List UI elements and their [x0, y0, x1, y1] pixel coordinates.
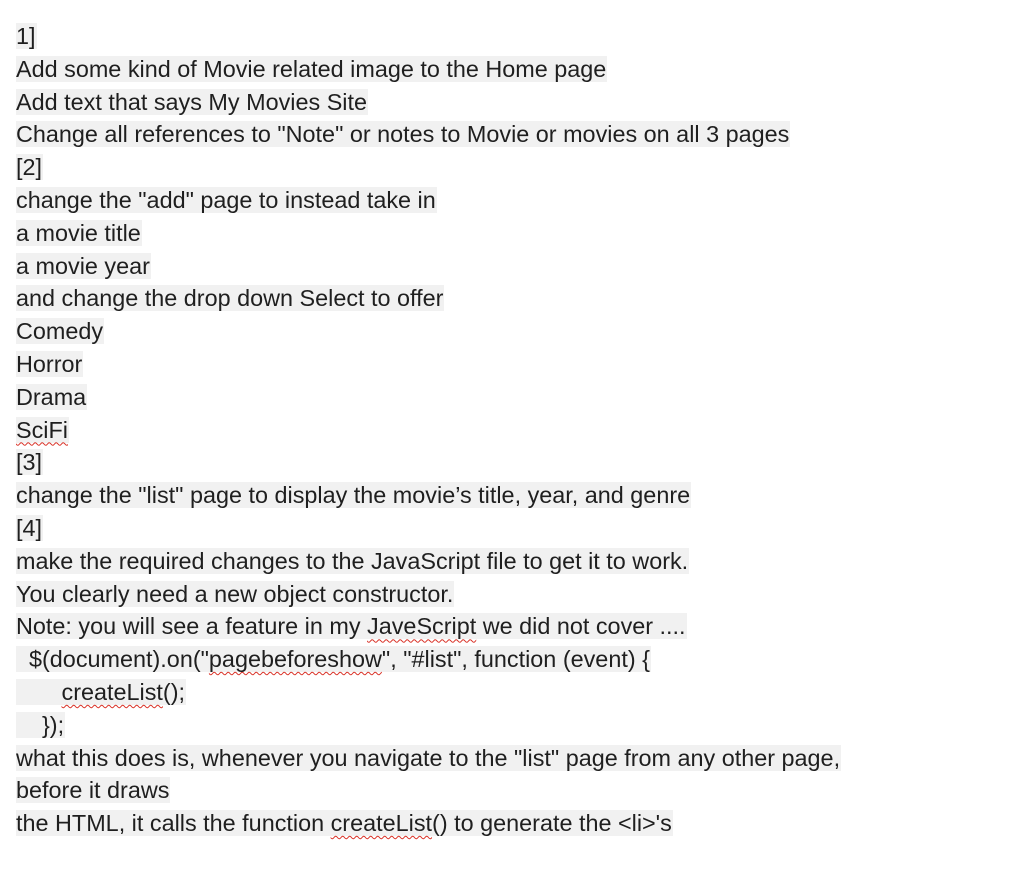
document-line — [16, 479, 1016, 512]
line-highlight — [16, 548, 689, 574]
line-highlight — [16, 449, 43, 475]
line-highlight — [16, 745, 841, 771]
text-segment: the HTML, it calls the function — [16, 810, 331, 837]
document-line — [16, 53, 1016, 86]
line-highlight — [16, 417, 69, 443]
text-segment: }); — [16, 711, 65, 738]
document-line — [16, 315, 1016, 348]
document-line — [16, 643, 1016, 676]
document-line — [16, 381, 1016, 414]
line-highlight — [16, 777, 170, 803]
line-highlight — [16, 810, 673, 836]
text-segment: Horror — [16, 350, 83, 377]
line-highlight — [16, 253, 151, 279]
text-segment: a movie year — [16, 252, 150, 279]
text-segment: we did not cover .... — [476, 613, 686, 640]
text-segment: a movie title — [16, 219, 141, 246]
line-highlight — [16, 646, 651, 672]
line-highlight — [16, 712, 65, 738]
text-segment: ", "#list", function (event) { — [381, 646, 650, 673]
line-highlight — [16, 679, 186, 705]
misspelled-word: SciFi — [16, 416, 68, 443]
text-segment: Drama — [16, 383, 87, 410]
line-highlight — [16, 23, 37, 49]
text-segment: and change the drop down Select to offer — [16, 285, 444, 312]
misspelled-word: createList — [61, 678, 163, 705]
document-line — [16, 20, 1016, 53]
document-line — [16, 610, 1016, 643]
line-highlight — [16, 187, 437, 213]
document-line — [16, 545, 1016, 578]
document-line — [16, 217, 1016, 250]
text-segment: before it draws — [16, 777, 170, 804]
document-body — [16, 20, 1016, 840]
text-segment: Change all references to "Note" or notes to Movie or movies on all 3 pages — [16, 121, 790, 148]
line-highlight — [16, 482, 691, 508]
line-highlight — [16, 56, 607, 82]
text-segment: () to generate the <li>'s — [432, 810, 672, 837]
document-line — [16, 282, 1016, 315]
document-line — [16, 512, 1016, 545]
document-line — [16, 151, 1016, 184]
document-line — [16, 250, 1016, 283]
document-line — [16, 807, 1016, 840]
text-segment: Note: you will see a feature in my — [16, 613, 368, 640]
text-segment: [3] — [16, 449, 43, 476]
misspelled-word: createList — [330, 810, 433, 837]
text-segment: 1] — [16, 23, 36, 49]
document-line — [16, 709, 1016, 742]
text-segment: change the "add" page to instead take in — [16, 186, 436, 213]
document-line — [16, 676, 1016, 709]
text-segment: (); — [162, 678, 185, 705]
line-highlight — [16, 384, 87, 410]
text-segment: change the "list" page to display the movie’s title, year, and genre — [16, 482, 691, 509]
text-segment: You clearly need a new object constructor. — [16, 580, 454, 607]
document-line — [16, 348, 1016, 381]
line-highlight — [16, 154, 43, 180]
line-highlight — [16, 89, 368, 115]
document-line — [16, 414, 1016, 447]
document-line — [16, 118, 1016, 151]
misspelled-word: JaveScript — [367, 613, 477, 640]
line-highlight — [16, 351, 83, 377]
text-segment: make the required changes to the JavaScript file to get it to work. — [16, 547, 689, 574]
document-line — [16, 446, 1016, 479]
document-line — [16, 578, 1016, 611]
line-highlight — [16, 285, 444, 311]
text-segment — [16, 679, 62, 705]
line-highlight — [16, 220, 142, 246]
document-line — [16, 86, 1016, 119]
text-segment: [2] — [16, 154, 43, 181]
text-segment: Add text that says My Movies Site — [16, 88, 367, 115]
line-highlight — [16, 515, 43, 541]
document-line — [16, 742, 1016, 775]
line-highlight — [16, 581, 454, 607]
line-highlight — [16, 121, 790, 147]
document-line — [16, 774, 1016, 807]
text-segment: [4] — [16, 514, 43, 541]
line-highlight — [16, 318, 104, 344]
text-segment: $(document).on(" — [16, 646, 209, 673]
text-segment: Comedy — [16, 318, 104, 345]
misspelled-word: pagebeforeshow — [208, 646, 382, 673]
text-segment: what this does is, whenever you navigate to the "list" page from any other page, — [16, 744, 841, 771]
line-highlight — [16, 613, 687, 639]
text-segment: Add some kind of Movie related image to the Home page — [16, 55, 607, 82]
document-line — [16, 184, 1016, 217]
